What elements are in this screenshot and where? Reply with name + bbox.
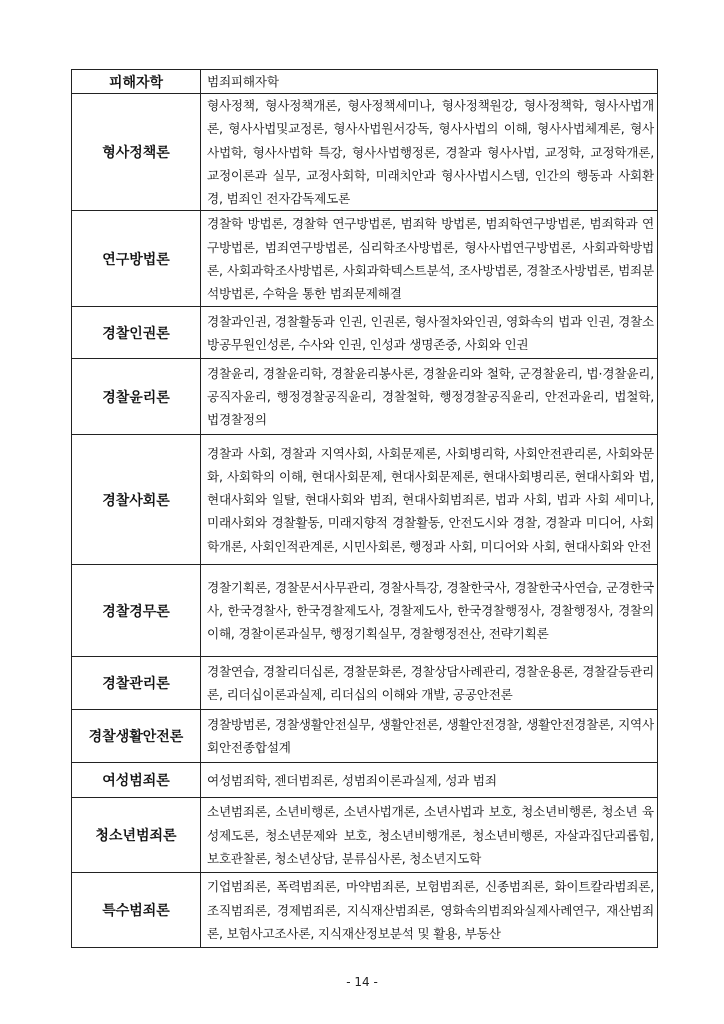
page-number: - 14 - bbox=[346, 975, 378, 989]
row-courses: 형사정책, 형사정책개론, 형사정책세미나, 형사정책원강, 형사정책학, 형사사법개론, 형사사법및교정론, 형사사법원서강독, 형사사법의 이해, 형사사법체계론, 형사사법학, 형사사법학 특강, 형사사법행정론, 경찰과 형사사법, 교정학, 교정학개론, 교정이론과 실무, 교정사회학, 미래치안과 형사사법시스템, 인간의 행동과 사회환경, 범죄인 전자감독제도론 bbox=[201, 94, 658, 211]
row-category: 청소년범죄론 bbox=[72, 798, 201, 873]
row-category: 경찰생활안전론 bbox=[72, 710, 201, 763]
table-row bbox=[72, 94, 658, 211]
row-courses: 경찰방범론, 경찰생활안전실무, 생활안전론, 생활안전경찰, 생활안전경찰론, 지역사회안전종합설계 bbox=[201, 710, 658, 763]
row-courses: 경찰기획론, 경찰문서사무관리, 경찰사특강, 경찰한국사, 경찰한국사연습, 군경한국사, 한국경찰사, 한국경찰제도사, 경찰제도사, 한국경찰행정사, 경찰행정사, 경찰의이해, 경찰이론과실무, 행정기획실무, 경찰행정전산, 전략기획론 bbox=[201, 565, 658, 657]
row-category: 경찰인권론 bbox=[72, 307, 201, 359]
table-row bbox=[72, 307, 658, 359]
row-courses: 범죄피해자학 bbox=[201, 70, 658, 94]
table-row bbox=[72, 211, 658, 307]
table-row bbox=[72, 710, 658, 763]
row-courses: 경찰과 사회, 경찰과 지역사회, 사회문제론, 사회병리학, 사회안전관리론, 사회와문화, 사회학의 이해, 현대사회문제, 현대사회문제론, 현대사회병리론, 현대사회와 법, 현대사회와 일탈, 현대사회와 범죄, 현대사회범죄론, 법과 사회, 법과 사회 세미나, 미래사회와 경찰활동, 미래지향적 경찰활동, 안전도시와 경찰, 경찰과 미디어, 사회학개론, 사회인적관계론, 시민사회론, 행정과 사회, 미디어와 사회, 현대사회와 안전 bbox=[201, 435, 658, 565]
row-category: 형사정책론 bbox=[72, 94, 201, 211]
table-row bbox=[72, 657, 658, 710]
table-row bbox=[72, 359, 658, 435]
row-courses: 여성범죄학, 젠더범죄론, 성범죄이론과실제, 성과 범죄 bbox=[201, 763, 658, 798]
row-category: 경찰윤리론 bbox=[72, 359, 201, 435]
table-row bbox=[72, 435, 658, 565]
table-row bbox=[72, 873, 658, 948]
row-category: 특수범죄론 bbox=[72, 873, 201, 948]
row-category: 경찰관리론 bbox=[72, 657, 201, 710]
table-row bbox=[72, 565, 658, 657]
subject-table bbox=[71, 69, 658, 948]
row-category: 연구방법론 bbox=[72, 211, 201, 307]
row-courses: 경찰연습, 경찰리더십론, 경찰문화론, 경찰상담사례관리, 경찰운용론, 경찰갈등관리론, 리더십이론과실제, 리더십의 이해와 개발, 공공안전론 bbox=[201, 657, 658, 710]
table-row bbox=[72, 798, 658, 873]
row-category: 피해자학 bbox=[72, 70, 201, 94]
row-courses: 경찰윤리, 경찰윤리학, 경찰윤리봉사론, 경찰윤리와 철학, 군경찰윤리, 법·경찰윤리, 공직자윤리, 행정경찰공직윤리, 경찰철학, 행정경찰공직윤리, 안전과윤리, 법철학, 법경찰정의 bbox=[201, 359, 658, 435]
table-row bbox=[72, 70, 658, 94]
row-category: 여성범죄론 bbox=[72, 763, 201, 798]
row-category: 경찰사회론 bbox=[72, 435, 201, 565]
row-courses: 경찰과인권, 경찰활동과 인권, 인권론, 형사절차와인권, 영화속의 법과 인권, 경찰소방공무원인성론, 수사와 인권, 인성과 생명존중, 사회와 인권 bbox=[201, 307, 658, 359]
row-courses: 소년범죄론, 소년비행론, 소년사법개론, 소년사법과 보호, 청소년비행론, 청소년 육성제도론, 청소년문제와 보호, 청소년비행개론, 청소년비행론, 자살과집단괴롭힘, 보호관찰론, 청소년상담, 분류심사론, 청소년지도학 bbox=[201, 798, 658, 873]
row-category: 경찰경무론 bbox=[72, 565, 201, 657]
row-courses: 경찰학 방법론, 경찰학 연구방법론, 범죄학 방법론, 범죄학연구방법론, 범죄학과 연구방법론, 범죄연구방법론, 심리학조사방법론, 형사사법연구방법론, 사회과학방법론, 사회과학조사방법론, 사회과학텍스트분석, 조사방법론, 경찰조사방법론, 범죄분석방법론, 수학을 통한 범죄문제해결 bbox=[201, 211, 658, 307]
row-courses: 기업범죄론, 폭력범죄론, 마약범죄론, 보험범죄론, 신종범죄론, 화이트칼라범죄론, 조직범죄론, 경제범죄론, 지식재산범죄론, 영화속의범죄와실제사례연구, 재산범죄론, 보험사고조사론, 지식재산정보분석 및 활용, 부동산 bbox=[201, 873, 658, 948]
table-row bbox=[72, 763, 658, 798]
